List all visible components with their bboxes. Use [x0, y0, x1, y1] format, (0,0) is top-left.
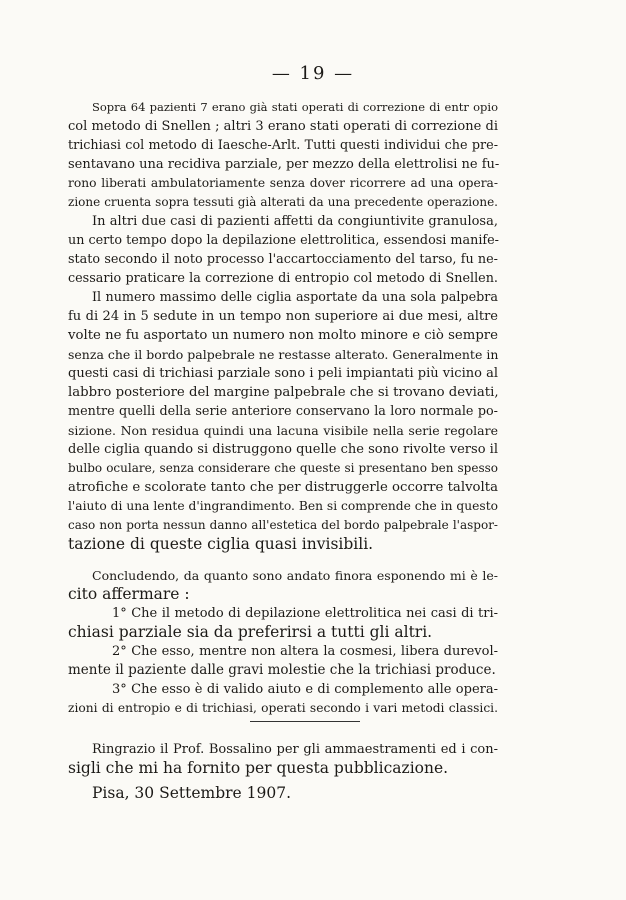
paragraph-3-line: caso non porta nessun danno all'estetica del bordo palpebrale l'aspor- [68, 518, 498, 532]
paragraph-3-line: sizione. Non residua quindi una lacuna visibile nella serie regolare [68, 423, 498, 438]
acknowledgement-line: Ringrazio il Prof. Bossalino per gli ammaestramenti ed i con- [92, 742, 498, 757]
paragraph-3-line: volte ne fu asportato un numero non molto minore e ciò sempre [68, 328, 498, 343]
paragraph-1-line: zione cruenta sopra tessuti già alterati da una precedente operazione. [68, 195, 498, 209]
paragraph-2-line: stato secondo il noto processo l'accartocciamento del tarso, fu ne- [68, 252, 498, 267]
paragraph-4-line: cito affermare : [68, 585, 190, 603]
paragraph-1-line: sentavano una recidiva parziale, per mezzo della elettrolisi ne fu- [68, 157, 500, 172]
conclusion-1-line: 1° Che il metodo di depilazione elettrolitica nei casi di tri- [112, 606, 498, 621]
paragraph-3-line: senza che il bordo palpebrale ne restasse alterato. Generalmente in [68, 347, 499, 362]
conclusion-3-line: zioni di entropio e di trichiasi, operati secondo i vari metodi classici. [68, 701, 498, 715]
paragraph-3-line: labbro posteriore del margine palpebrale che si trovano deviati, [68, 385, 499, 400]
conclusion-2-line: mente il paziente dalle gravi molestie che la trichiasi produce. [68, 662, 496, 678]
paragraph-2-line: In altri due casi di pazienti affetti da congiuntivite granulosa, [92, 214, 498, 229]
paragraph-1-line: trichiasi col metodo di Iaesche-Arlt. Tutti questi individui che pre- [68, 138, 498, 153]
paragraph-4-line: Concludendo, da quanto sono andato finora esponendo mi è le- [92, 568, 498, 583]
acknowledgement-line: sigli che mi ha fornito per questa pubblicazione. [68, 759, 449, 777]
conclusion-1-line: chiasi parziale sia da preferirsi a tutti gli altri. [68, 623, 433, 641]
paragraph-3-line: bulbo oculare, senza considerare che queste si presentano ben spesso [68, 461, 498, 475]
paragraph-2-line: cessario praticare la correzione di entropio col metodo di Snellen. [68, 271, 498, 286]
paragraph-3-line: mentre quelli della serie anteriore conservano la loro normale po- [68, 404, 498, 419]
paragraph-3-line: Il numero massimo delle ciglia asportate da una sola palpebra [92, 290, 498, 305]
page-number: — 19 — [271, 63, 355, 84]
paragraph-1-line: col metodo di Snellen ; altri 3 erano stati operati di correzione di [68, 119, 498, 134]
paragraph-1-line: Sopra 64 pazienti 7 erano già stati operati di correzione di entr opio [92, 100, 498, 114]
section-divider [250, 721, 360, 722]
conclusion-2-line: 2° Che esso, mentre non altera la cosmesi, libera durevol- [112, 644, 498, 659]
paragraph-3-line: fu di 24 in 5 sedute in un tempo non superiore ai due mesi, altre [68, 309, 498, 324]
paragraph-3-line: atrofiche e scolorate tanto che per distruggerle occorre talvolta [68, 480, 498, 495]
paragraph-2-line: un certo tempo dopo la depilazione elettrolitica, essendosi manife- [68, 233, 499, 248]
paragraph-1-line: rono liberati ambulatoriamente senza dover ricorrere ad una opera- [68, 176, 498, 190]
conclusion-3-line: 3° Che esso è di valido aiuto e di complemento alle opera- [112, 682, 498, 697]
paragraph-3-line: questi casi di trichiasi parziale sono i peli impiantati più vicino al [68, 366, 498, 381]
paragraph-3-line: delle ciglia quando si distruggono quelle che sono rivolte verso il [68, 442, 498, 457]
paragraph-3-line: tazione di queste ciglia quasi invisibili. [68, 535, 374, 553]
place-date-signature: Pisa, 30 Settembre 1907. [92, 784, 292, 802]
paragraph-3-line: l'aiuto di una lente d'ingrandimento. Ben si comprende che in questo [68, 499, 498, 513]
